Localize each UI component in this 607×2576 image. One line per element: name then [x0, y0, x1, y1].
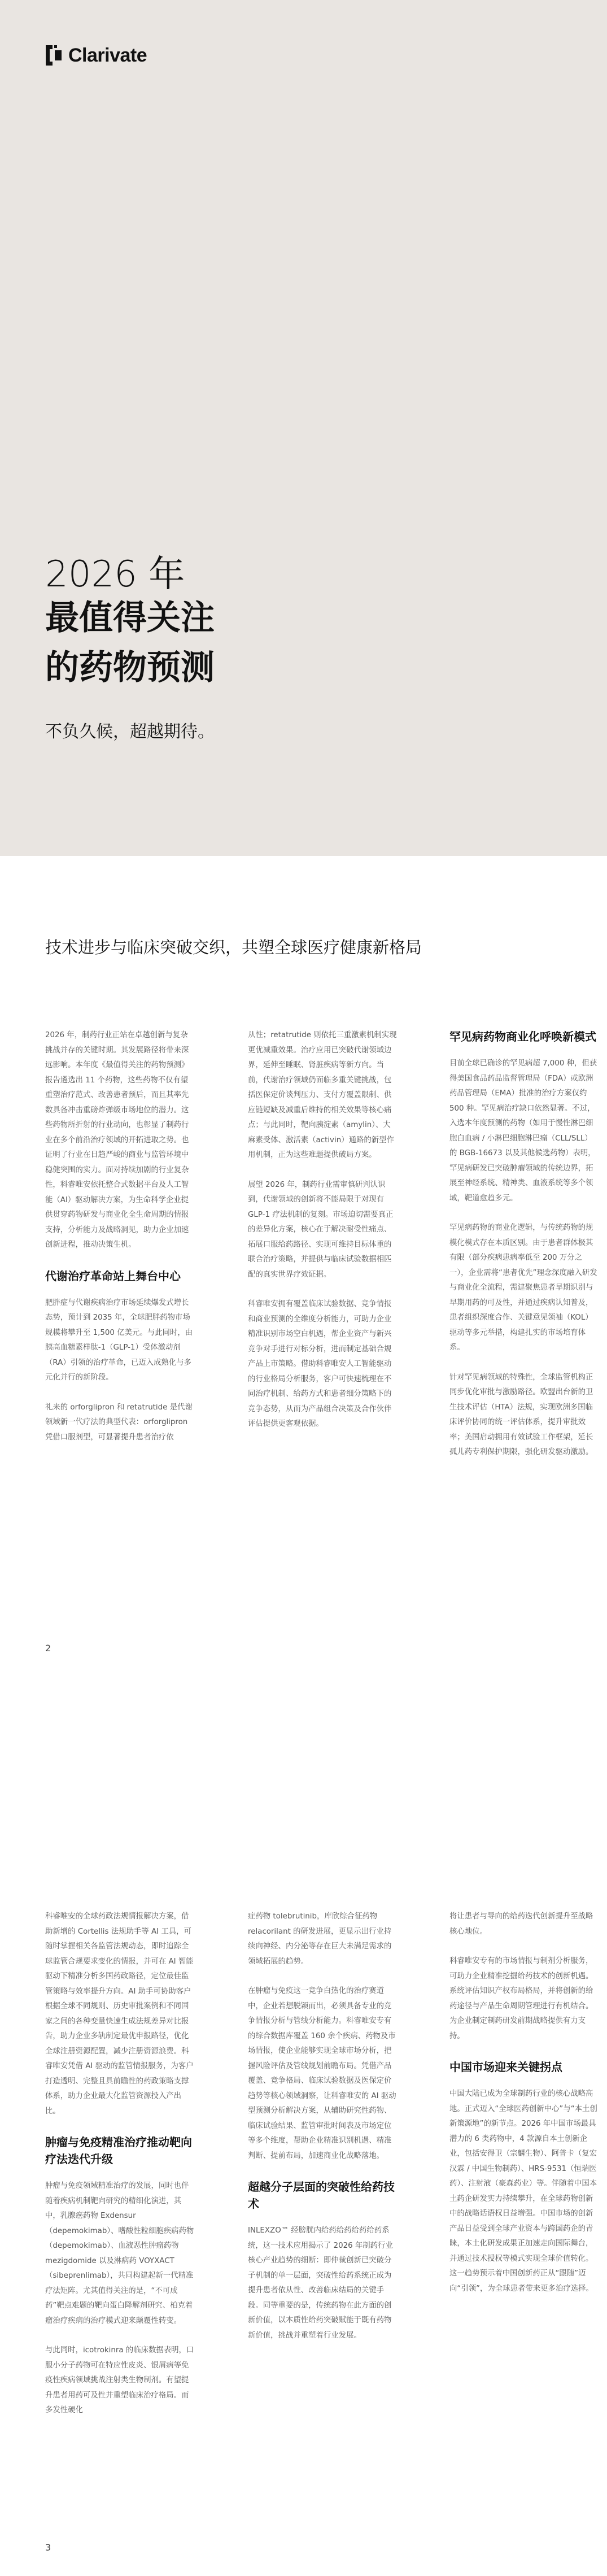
paragraph: 科睿唯安专有的市场情报与制剂分析服务，可助力企业精准挖掘给药技术的创新机遇。系统评估知识产权布局格局，并将创新的给药途径与产品生命周期管理进行有机结合。为企业制定制药研发前期战略提供有力支持。	[449, 1957, 593, 2040]
report-tagline: 不负久候，超越期待。	[45, 722, 215, 742]
paragraph: 礼来的 orforglipron 和 retatrutide 是代谢领域新一代疗法的典型代表：orforglipron 凭借口服剂型，可显著提升患者治疗依	[45, 1403, 193, 1442]
report-title-line: 的药物预测	[45, 648, 215, 687]
brand-name: Clarivate	[68, 44, 147, 66]
paragraph: 从性；retatrutide 则依托三重激素机制实现更优减重效果。治疗应用已突破代谢领域边界，延伸至睡眠、肾脏疾病等新方向。当前，代谢治疗领域仍面临多重关键挑战，包括医保定价谈判压力、支付方覆盖限制、供应链短缺及减重后维持的相关效果等核心痛点；与此同时，靶向胰淀素（amylin）、大麻素受体、激活素（activin）通路的新型作用机制，正为这些难题提供破局方案。	[248, 1031, 397, 1159]
paragraph: 科睿唯安拥有覆盖临床试验数据、竞争情报和商业预测的全维度分析能力，可助力企业精准识别市场空白机遇，帮企业资产与新兴竞争对手进行对标分析，进而制定基础合规产品上市策略。借助科睿唯安人工智能驱动的行业格局分析服务，客户可快速梳理在不同治疗机制、给药方式和患者细分策略下的竞争态势，从而为产品组合决策及合作伙伴评估提供更客观依据。	[248, 1300, 392, 1428]
report-year: 2026 年	[45, 554, 185, 595]
page2-column-2	[248, 1028, 398, 1447]
paragraph: 针对罕见病领域的特殊性，全球监管机构正同步优化审批与激励路径。欧盟出台新的卫生技术评估（HTA）法规，实现欧洲多国临床评价协同的统一评估体系，提升审批效率；美国启动拥用有效试验工作框架，延长孤儿药专利保护期限，强化研发驱动激励。	[449, 1373, 593, 1456]
report-title-line: 最值得关注	[45, 598, 215, 638]
paragraph: 与此同时，icotrokinra 的临床数据表明，口服小分子药物可在特应性皮炎、银屑病等免疫性疾病领域挑战注射类生物制剂。有望提升患者用药可及性并重塑临床治疗格局。而多发性硬化	[45, 2346, 194, 2414]
paragraph: 罕见病药物的商业化逻辑，与传统药物的规模化模式存在本质区别。由于患者群体极其有限（部分疾病患病率低至 200 万分之一），企业需将“患者优先”理念深度融入研发与商业化全流程，需建聚焦患者早期识别与早期用药的可及性，并通过疾病认知普及，患者组织深度合作、关键意见领袖（KOL）驱动等多元举措，构建扎实的市场培育体系。	[449, 1224, 597, 1352]
clarivate-logo[interactable]	[43, 44, 147, 67]
paragraph: 症药物 tolebrutinib，库欣综合征药物 relacorilant 的研发进展，更显示出行业持续向神经、内分泌等存在巨大未满足需求的领域拓展的趋势。	[248, 1912, 392, 1966]
paragraph: 展望 2026 年，制药行业需审慎研判认识到，代谢领域的创新将不能局限于对现有 GLP-1 疗法机制的复刻。市场迫切需要真正的差异化方案，核心在于解决耐受性痛点、拓展口服给药路径、实现可维持目标体重的联合治疗策略，并提供与临床试验数据相匹配的真实世界疗效证据。	[248, 1180, 394, 1279]
paragraph: 目前全球已确诊的罕见病超 7,000 种，但获得美国食品药品监督管理局（FDA）或欧洲药品管理局（EMA）批准的治疗方案仅约 500 种。罕见病治疗缺口依然显著。不过，入选本年度预测的药物（如用于慢性淋巴细胞白血病 / 小淋巴细胞淋巴瘤（CLL/SLL）的 BGB-16673 以及其他候选药物）表明，罕见病研发已突破肿瘤领域的传统边界，拓展至神经系统、精神类、血液系统等多个领域，靶道愈趋多元。	[449, 1059, 597, 1203]
paragraph: 肿瘤与免疫领域精准治疗的发展，同时也伴随着疾病机制靶向研究的精细化演进，其中，乳腺癌药物 Exdensur（depemokimab）、嗜酸性粒细胞疾病药物（depemokimab）、血液恶性肿瘤药物 mezigdomide 以及淋病药 VOYXACT（sibeprenlimab），共同构建起新一代精准疗法矩阵。尤其值得关注的是，“不可成药”靶点难题的靶向蛋白降解剂研究、柏克着瘤治疗疾病的治疗模式迎来颠覆性转变。	[45, 2182, 194, 2325]
subheading: 中国市场迎来关键拐点	[449, 2060, 562, 2074]
page-number: 3	[45, 2542, 51, 2553]
clarivate-logo-icon	[43, 45, 64, 66]
paragraph: 中国大陆已成为全球制药行业的核心战略高地。正式迈入“全球医药创新中心”与“本土创新策源地”的新节点。2026 年中国市场最具潜力的 6 类药物中，4 款源自本土创新企业，包括安得卫（宗麟生物）、阿普卡（复宏汉霖 / 中国生物制药）、HRS-9531（恒瑞医药）、注射液（豪森药业）等。伴随着中国本土药企研发实力持续攀升，在全球药物创新中的战略话语权日益增强。中国市场的创新产品日益受到全球产业资本与跨国药企的青睐，本土化研发成果正加速走向国际舞台，并通过技术授权等模式实现全球价值转化。这一趋势预示着中国创新药正从“跟随”迈向“引领”，为全球患者带来更多治疗选择。	[449, 2090, 597, 2293]
paragraph: 2026 年，制药行业正站在卓越创新与复杂挑战并存的关键时期。其发展路径将带来深远影响。本年度《最值得关注的药物预测》报告遴选出 11 个药物，这些药物不仅有望重塑治疗范式、改善患者预后，而且其率先数具备冲击重磅炸弹级市场地位的潜力。这些药物所折射的行业动向，也彰显了制药行业在多个前沿治疗领域的开拓进取之势。也证明了行业在日趋严峻的商业与监管环境中稳健突围的实力。面对持续加剧的行业复杂性，科睿唯安依托整合式数据平台及人工智能（AI）驱动解决方案，为生命科学企业提供贯穿药物研发与商业化全生命周期的情报支持，分析能力及战略洞见，助力企业加速创新进程，推动决策生机。	[45, 1031, 189, 1249]
paragraph: INLEXZO™ 经膀胱内给药给药给药给药系统，这一技术应用揭示了 2026 年制药行业核心产业趋势的细断：即仲裁创新已突破分子机制的单一层面，突破性给药系统正成为提升患者依从性、改善临床结局的关键手段。同等重要的是，传统药物在此方面的创新价值，以本质性给药突破赋能于既有药物新价值，挑战并重塑着行业发展。	[248, 2226, 393, 2340]
paragraph: 将让患者与导向的给药迭代创新提升至战略核心地位。	[449, 1912, 593, 1936]
paragraph: 科睿唯安的全球药政法规情报解决方案，借助新增的 Cortellis 法规助手等 AI 工具，可随时掌握相关各监管法规动态，即时追踪全球监管合规要求变化的情报，并可在 AI 智能驱动下精准分析多国药政路径，定位最佳监管策略与效率提升方向。AI 助手可协助客户根据全球不同规则、历史审批案例和不同国家之间的各种变量快速生成法规差异对比报告，助力企业多轨制定最优申报路径，优化全球注册资源配置，减少注册资源浪费。科睿唯安凭借 AI 驱动的监管情报服务，为客户打造透明、完整且具前瞻性的药政策略支撑体系，助力企业最大化监管资源投入产出比。	[45, 1912, 194, 2116]
section-heading: 技术进步与临床突破交织，共塑全球医疗健康新格局	[45, 938, 422, 957]
paragraph: 肥胖症与代谢疾病治疗市场延续爆发式增长态势，预计到 2035 年，全球肥胖药物市场规模将攀升至 1,500 亿美元。与此同时，由胰高血糖素样肽-1（GLP-1）受体激动剂（RA）引领的治疗革命，已迈入成熟化与多元化并行的新阶段。	[45, 1298, 193, 1382]
page-number: 2	[45, 1643, 51, 1653]
subheading: 罕见病药物商业化呼唤新模式	[449, 1030, 596, 1043]
subheading: 代谢治疗革命站上舞台中心	[45, 1269, 181, 1283]
subheading: 超越分子层面的突破性给药技术	[248, 2180, 395, 2211]
subheading: 肿瘤与免疫精准治疗推动靶向疗法迭代升级	[45, 2135, 192, 2166]
page2-column-1	[45, 1028, 195, 1460]
page3-column-2	[248, 1909, 398, 2358]
page3-column-3	[449, 1909, 599, 2311]
page2-column-3	[449, 1028, 599, 1475]
report-title	[45, 593, 215, 693]
page3-column-1	[45, 1909, 195, 2433]
paragraph: 在肿瘤与免疫这一竞争白热化的治疗赛道中，企业若想脱颖而出，必须具备专业的竞争情报分析与管线分析能力。科睿唯安专有的综合数据库覆盖 160 余个疾病、药物及市场情报，使企业能够实现全球市场分析，把握风险评估及管线规划前瞻布局。凭借产品覆盖、竞争格局、临床试验数据及医保定价趋势等核心领域洞察，让科睿唯安的 AI 驱动型预测分析解决方案，从辅助研究性药物、临床试验结果、监管审批时间表及市场定位等多个维度，帮助企业精准识别机遇、精准判断、提前布局，加速商业化战略落地。	[248, 1987, 396, 2160]
